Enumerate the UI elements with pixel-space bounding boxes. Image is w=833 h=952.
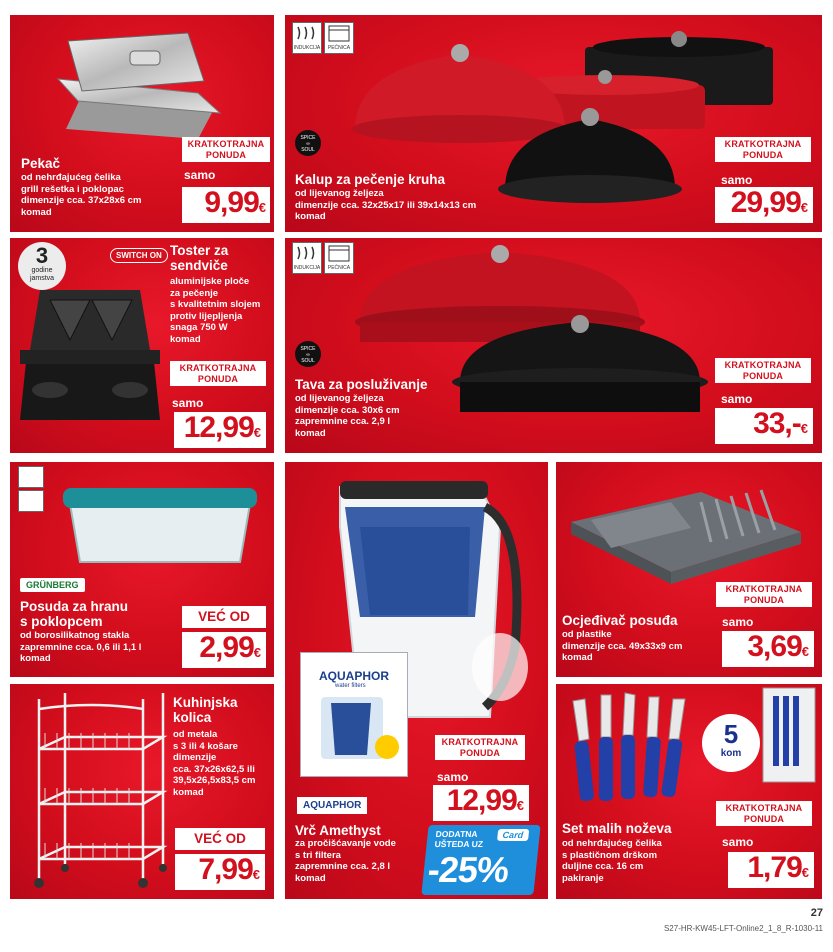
price-value: 7,99 <box>198 853 253 886</box>
dish-rack-image <box>561 472 811 592</box>
product-description: od nehrđajućeg čelika s plastičnom drškom duljine cca. 16 cm pakiranje <box>562 838 662 884</box>
discount-line2: UŠTEDA UZ <box>434 839 484 849</box>
glass-food-container-image <box>55 474 265 574</box>
product-title: Vrč Amethyst <box>295 823 381 838</box>
product-description: od lijevanog željeza dimenzije cca. 30x6 cm zapremnine cca. 2,9 l komad <box>295 393 400 439</box>
discount-value: -25% <box>425 849 511 890</box>
product-title: Posuda za hranu s poklopcem <box>20 599 129 629</box>
price-value: 1,79 <box>747 851 802 884</box>
piece-count-badge <box>702 714 760 772</box>
piece-count-number: 5 <box>723 719 739 749</box>
limited-offer-line1: KRATKOTRAJNA <box>724 139 802 149</box>
induction-icon <box>292 242 322 274</box>
samo-label: samo <box>184 168 216 182</box>
limited-offer-badge <box>182 137 270 162</box>
box-brand: AQUAPHOR <box>319 669 390 683</box>
samo-label: samo <box>437 770 469 784</box>
limited-offer-line2: PONUDA <box>743 813 785 824</box>
price-value: 12,99 <box>183 411 254 444</box>
price-box <box>174 412 266 448</box>
price-box <box>715 408 813 444</box>
oven-label: PEĆNICA <box>327 45 351 51</box>
price-box <box>722 631 814 667</box>
product-panel-toster <box>10 238 274 453</box>
dishwasher-icon <box>18 490 44 512</box>
product-panel-tava <box>285 238 822 453</box>
card-discount-badge <box>421 825 540 895</box>
product-panel-ocjedivac <box>556 462 822 677</box>
limited-offer-line1: KRATKOTRAJNA <box>179 363 257 373</box>
limited-offer-line1: KRATKOTRAJNA <box>441 737 519 747</box>
product-description: od lijevanog željeza dimenzije cca. 32x25x17 ili 39x14x13 cm komad <box>295 188 477 222</box>
price-from-label: VEĆ OD <box>175 828 265 850</box>
induction-label: INDUKCIJA <box>293 265 321 271</box>
limited-offer-line1: KRATKOTRAJNA <box>187 139 265 149</box>
limited-offer-badge <box>716 582 812 607</box>
product-description: od metala s 3 ili 4 košare dimenzije cca. 37x26x62,5 ili 39,5x26,5x83,5 cm komad <box>173 729 256 798</box>
kitchen-trolley-image <box>25 689 175 899</box>
currency-symbol: € <box>516 798 524 813</box>
microwave-icon <box>18 466 44 488</box>
limited-offer-badge <box>715 358 811 383</box>
spice-soul-logo: SPICE ∞ SOUL <box>295 341 321 367</box>
product-description: aluminijske ploče za pečenje s kvalitetnim slojem protiv lijepljenja snaga 750 W komad <box>170 276 261 345</box>
product-description: od borosilikatnog stakla zapremnine cca. 0,6 ili 1,1 l komad <box>20 630 142 664</box>
currency-symbol: € <box>800 200 808 215</box>
product-title: Tava za posluživanje <box>295 377 428 392</box>
aquaphor-box <box>300 652 408 777</box>
limited-offer-line2: PONUDA <box>459 747 501 758</box>
price-value: 2,99 <box>199 631 254 664</box>
discount-line1: DODATNA <box>435 829 479 839</box>
switch-on-logo: SWITCH ON <box>110 248 168 263</box>
limited-offer-line2: PONUDA <box>197 373 239 384</box>
limited-offer-line2: PONUDA <box>743 594 785 605</box>
card-label: Card <box>497 829 529 841</box>
samo-label: samo <box>722 835 754 849</box>
price-value: 29,99 <box>730 186 801 219</box>
induction-icon <box>292 22 322 54</box>
spice-soul-logo: SPICE ∞ SOUL <box>295 130 321 156</box>
product-title: Set malih noževa <box>562 821 672 836</box>
currency-symbol: € <box>252 867 260 882</box>
aquaphor-logo: AQUAPHOR <box>297 797 367 814</box>
limited-offer-line2: PONUDA <box>742 370 784 381</box>
product-title: Kalup za pečenje kruha <box>295 172 446 187</box>
sandwich-toaster-image <box>20 280 160 440</box>
price-value: 3,69 <box>747 630 802 663</box>
limited-offer-badge <box>715 137 811 162</box>
induction-label: INDUKCIJA <box>293 45 321 51</box>
samo-label: samo <box>721 392 753 406</box>
limited-offer-badge <box>170 361 266 386</box>
price-value: 33,- <box>753 407 801 440</box>
catalog-code: S27-HR-KW45-LFT-Online2_1_8_R-1030-11 <box>663 924 823 933</box>
product-panel-posuda <box>10 462 274 677</box>
currency-symbol: € <box>800 421 808 436</box>
samo-label: samo <box>172 396 204 410</box>
limited-offer-line1: KRATKOTRAJNA <box>725 803 803 813</box>
box-subtitle: water filters <box>335 683 366 689</box>
limited-offer-line2: PONUDA <box>742 149 784 160</box>
product-panel-vrc <box>285 462 548 899</box>
limited-offer-line1: KRATKOTRAJNA <box>724 360 802 370</box>
price-box <box>182 632 266 668</box>
product-title: Kuhinjska kolica <box>173 695 238 725</box>
samo-label: samo <box>722 615 754 629</box>
currency-symbol: € <box>801 865 809 880</box>
currency-symbol: € <box>258 200 266 215</box>
currency-symbol: € <box>253 645 261 660</box>
piece-count-unit: kom <box>720 748 742 759</box>
limited-offer-badge <box>716 801 812 826</box>
product-title: Ocjeđivač posuđa <box>562 613 678 628</box>
product-title: Toster za sendviče <box>170 243 229 273</box>
price-value: 9,99 <box>204 186 259 219</box>
product-panel-nozevi <box>556 684 822 899</box>
warranty-text: godine jamstva <box>29 267 55 282</box>
warranty-years: 3 <box>35 243 49 268</box>
price-box <box>728 852 814 888</box>
limited-offer-line1: KRATKOTRAJNA <box>725 584 803 594</box>
limited-offer-line2: PONUDA <box>205 149 247 160</box>
product-panel-pekac <box>10 15 274 232</box>
knife-package-image <box>759 686 819 786</box>
currency-symbol: € <box>253 425 261 440</box>
box-jug-picture <box>301 689 409 769</box>
price-from-label: VEĆ OD <box>182 606 266 628</box>
knife-set-image <box>561 689 711 819</box>
price-box <box>182 187 270 223</box>
grunberg-logo: GRÜNBERG <box>20 578 85 592</box>
page-number: 27 <box>810 907 823 919</box>
limited-offer-badge <box>435 735 525 760</box>
product-title: Pekač <box>21 156 61 171</box>
product-panel-kalup <box>285 15 822 232</box>
price-box <box>715 187 813 223</box>
product-description: za pročišćavanje vode s tri filtera zapremnine cca. 2,8 l komad <box>295 838 396 884</box>
samo-label: samo <box>721 173 753 187</box>
oven-label: PEĆNICA <box>327 265 351 271</box>
product-panel-kolica <box>10 684 274 899</box>
price-box <box>175 854 265 890</box>
product-description: od nehrđajućeg čelika grill rešetka i poklopac dimenzije cca. 37x28x6 cm komad <box>21 172 142 218</box>
product-description: od plastike dimenzije cca. 49x33x9 cm komad <box>562 629 683 663</box>
currency-symbol: € <box>801 644 809 659</box>
price-box <box>433 785 529 821</box>
price-value: 12,99 <box>446 784 517 817</box>
